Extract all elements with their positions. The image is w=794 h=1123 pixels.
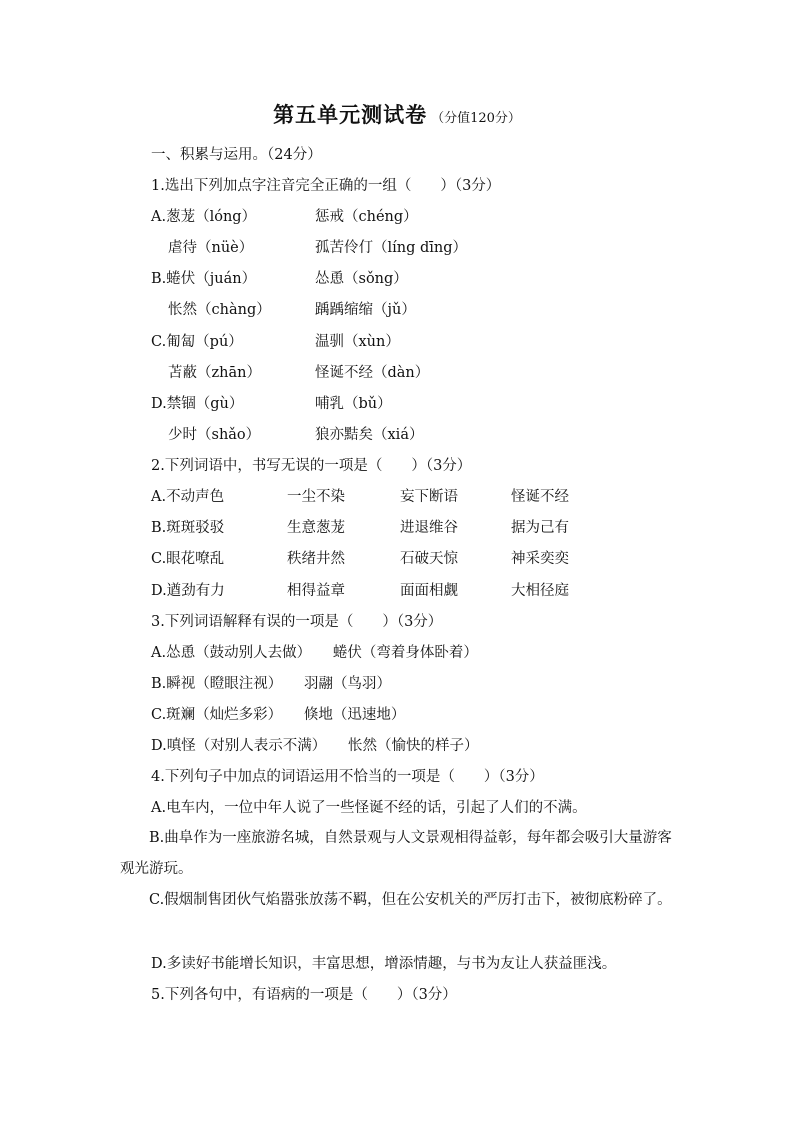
section-heading: 一、积累与运用。（24分）	[151, 147, 322, 163]
question-3-option: D.嗔怪（对别人表示不满） 怅然（愉快的样子）	[151, 738, 479, 754]
option-cell: 孤苦伶仃（líng dīng）	[315, 240, 468, 256]
option-cell: 哺乳（bǔ）	[315, 396, 392, 412]
word-cell: 一尘不染	[287, 489, 345, 505]
option-cell: 苫蔽（zhān）	[168, 365, 261, 381]
word-cell: A.不动声色	[151, 489, 225, 505]
option-cell: 狼亦黠矣（xiá）	[315, 427, 424, 443]
option-cell: B.蜷伏（juán）	[151, 271, 257, 287]
option-cell: 怪诞不经（dàn）	[315, 365, 430, 381]
word-cell: B.斑斑驳驳	[151, 520, 225, 536]
word-cell: 大相径庭	[511, 583, 569, 599]
word-cell: 生意葱茏	[287, 520, 345, 536]
option-cell: 温驯（xùn）	[315, 334, 400, 350]
word-cell: 石破天惊	[400, 551, 458, 567]
word-cell: 进退维谷	[400, 520, 458, 536]
question-4-option-b	[120, 823, 675, 885]
word-cell: 神采奕奕	[511, 551, 569, 567]
title-score: （分值120分）	[431, 111, 521, 126]
word-cell: D.遒劲有力	[151, 583, 225, 599]
question-3-option: B.瞬视（瞪眼注视） 羽翮（鸟羽）	[151, 676, 392, 692]
option-cell: 怅然（chàng）	[168, 302, 271, 318]
word-cell: 面面相觑	[400, 583, 458, 599]
option-cell: C.匍匐（pú）	[151, 334, 243, 350]
question-3-option: A.怂恿（鼓动别人去做） 蜷伏（弯着身体卧着）	[151, 645, 478, 661]
option-cell: 惩戒（chéng）	[315, 209, 418, 225]
word-cell: 秩绪井然	[287, 551, 345, 567]
option-cell: 虐待（nüè）	[168, 240, 254, 256]
word-cell: 怪诞不经	[511, 489, 569, 505]
option-cell: 怂恿（sǒng）	[315, 271, 408, 287]
option-cell: 少时（shǎo）	[168, 427, 261, 443]
word-cell: 妄下断语	[400, 489, 458, 505]
option-b-text: B.曲阜作为一座旅游名城，自然景观与人文景观相得益彰，每年都会吸引大量游客观光游玩。	[120, 830, 672, 877]
title-main: 第五单元测试卷	[273, 103, 428, 127]
question-4-option-d: D.多读好书能增长知识，丰富思想，增添情趣，与书为友让人获益匪浅。	[151, 956, 617, 972]
option-cell: 踽踽缩缩（jǔ）	[315, 302, 416, 318]
page-title	[0, 99, 794, 129]
question-4-option-a: A.电车内，一位中年人说了一些怪诞不经的话，引起了人们的不满。	[151, 800, 587, 816]
question-2-stem: 2.下列词语中，书写无误的一项是（ ）（3分）	[151, 458, 472, 474]
option-c-text: C.假烟制售团伙气焰嚣张放荡不羁，但在公安机关的严厉打击下，被彻底粉碎了。	[149, 892, 672, 908]
word-cell: 相得益章	[287, 583, 345, 599]
word-cell: C.眼花嘹乱	[151, 551, 225, 567]
option-cell: A.葱茏（lóng）	[151, 209, 257, 225]
question-1-stem: 1.选出下列加点字注音完全正确的一组（ ）（3分）	[151, 178, 501, 194]
question-5-stem: 5.下列各句中，有语病的一项是（ ）（3分）	[151, 987, 457, 1003]
question-4-option-c	[120, 885, 675, 916]
question-3-stem: 3.下列词语解释有误的一项是（ ）（3分）	[151, 614, 443, 630]
question-4-stem: 4.下列句子中加点的词语运用不恰当的一项是（ ）（3分）	[151, 769, 544, 785]
word-cell: 据为己有	[511, 520, 569, 536]
question-3-option: C.斑斓（灿烂多彩） 倏地（迅速地）	[151, 707, 406, 723]
option-cell: D.禁锢（gù）	[151, 396, 244, 412]
